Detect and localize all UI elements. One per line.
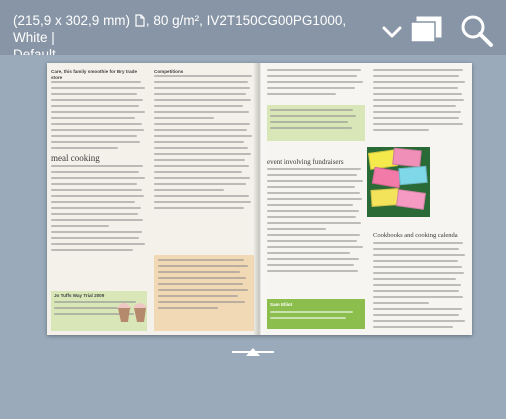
left-orange-box [154, 255, 254, 331]
zoom-search-button[interactable] [459, 13, 495, 49]
right-col-1 [267, 69, 365, 99]
expand-chevron-button[interactable] [381, 24, 403, 40]
page-scroll-handle[interactable] [232, 348, 274, 356]
right-green-box [267, 299, 365, 329]
right-col-2b [373, 229, 467, 332]
top-toolbar [0, 0, 506, 55]
cookbooks-heading: Cookbooks and cooking calenda [373, 232, 458, 239]
left-heading: meal cooking [51, 153, 100, 163]
spine-shadow [253, 63, 267, 335]
right-green-note [267, 105, 365, 141]
chevron-down-icon [381, 24, 403, 40]
raffle-tickets-image [367, 147, 430, 217]
right-col-2 [373, 69, 467, 135]
right-page [259, 63, 472, 335]
left-page [47, 63, 259, 335]
left-box-title: Jo Tuffs Way Trial 2009 [54, 293, 105, 298]
spec-size: (215,9 x 302,9 mm) [13, 13, 131, 28]
fundraisers-heading: event involving fundraisers [267, 158, 344, 166]
search-icon [459, 13, 495, 49]
pages-icon [409, 15, 443, 43]
left-intro: Care, this family smoothie for Bry trade store [51, 69, 138, 80]
cupcakes-image [115, 296, 149, 326]
document-icon [135, 14, 145, 27]
spec-details: , 80 g/m², IV2T150CG00PG1000, White | [13, 13, 347, 45]
left-col-1 [51, 69, 147, 255]
left-col-2 [154, 69, 254, 213]
green-box-title: Sam Elliot [270, 302, 293, 307]
right-col-1b [267, 155, 365, 276]
competitions-heading: Competitions [154, 69, 184, 74]
pages-view-button[interactable] [409, 15, 443, 43]
